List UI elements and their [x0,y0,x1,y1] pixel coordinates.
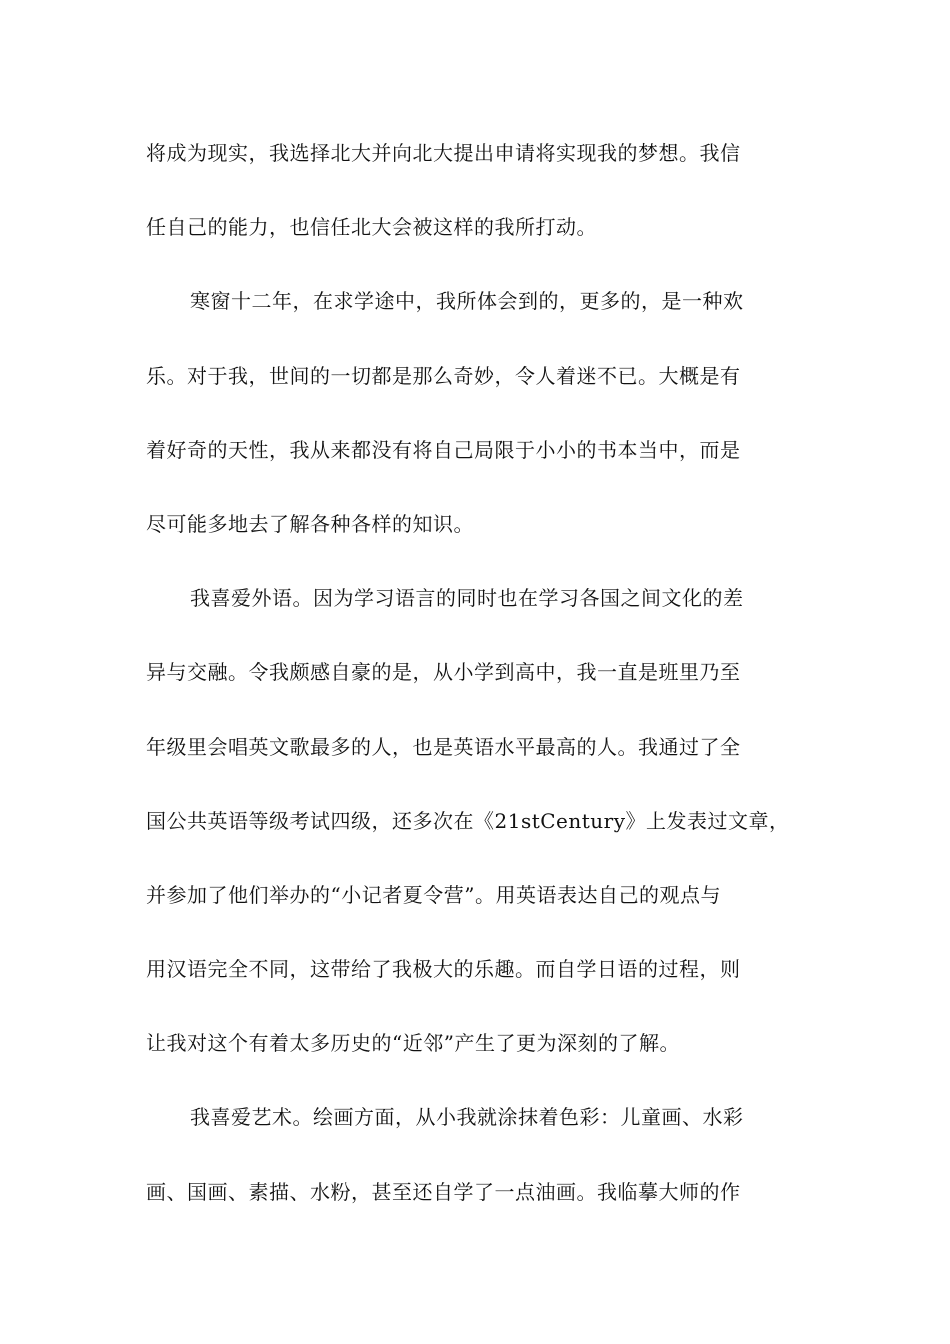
text-line: 国公共英语等级考试四级，还多次在《21stCentury》上发表过文章， [146,808,790,833]
text-line: 任自己的能力，也信任北大会被这样的我所打动。 [146,215,597,240]
text-line: 用汉语完全不同，这带给了我极大的乐趣。而自学日语的过程，则 [146,957,741,982]
text-line: 尽可能多地去了解各种各样的知识。 [146,511,474,536]
paragraph-start-line: 我喜爱外语。因为学习语言的同时也在学习各国之间文化的差 [190,586,744,611]
text-line: 异与交融。令我颇感自豪的是，从小学到高中，我一直是班里乃至 [146,660,741,685]
paragraph-start-line: 寒窗十二年，在求学途中，我所体会到的，更多的，是一种欢 [190,289,744,314]
body-text [146,130,806,1243]
text-line: 让我对这个有着太多历史的“近邻”产生了更为深刻的了解。 [146,1031,680,1056]
text-line: 并参加了他们举办的“小记者夏令营”。用英语表达自己的观点与 [146,882,721,907]
text-line: 将成为现实，我选择北大并向北大提出申请将实现我的梦想。我信 [146,141,741,165]
text-line: 乐。对于我，世间的一切都是那么奇妙，令人着迷不已。大概是有 [146,363,741,388]
text-line: 画、国画、素描、水粉，甚至还自学了一点油画。我临摹大师的作 [146,1179,741,1204]
text-line: 着好奇的天性，我从来都没有将自己局限于小小的书本当中，而是 [146,437,741,462]
text-line: 年级里会唱英文歌最多的人，也是英语水平最高的人。我通过了全 [146,734,741,759]
paragraph-start-line: 我喜爱艺术。绘画方面，从小我就涂抹着色彩：儿童画、水彩 [190,1105,744,1130]
